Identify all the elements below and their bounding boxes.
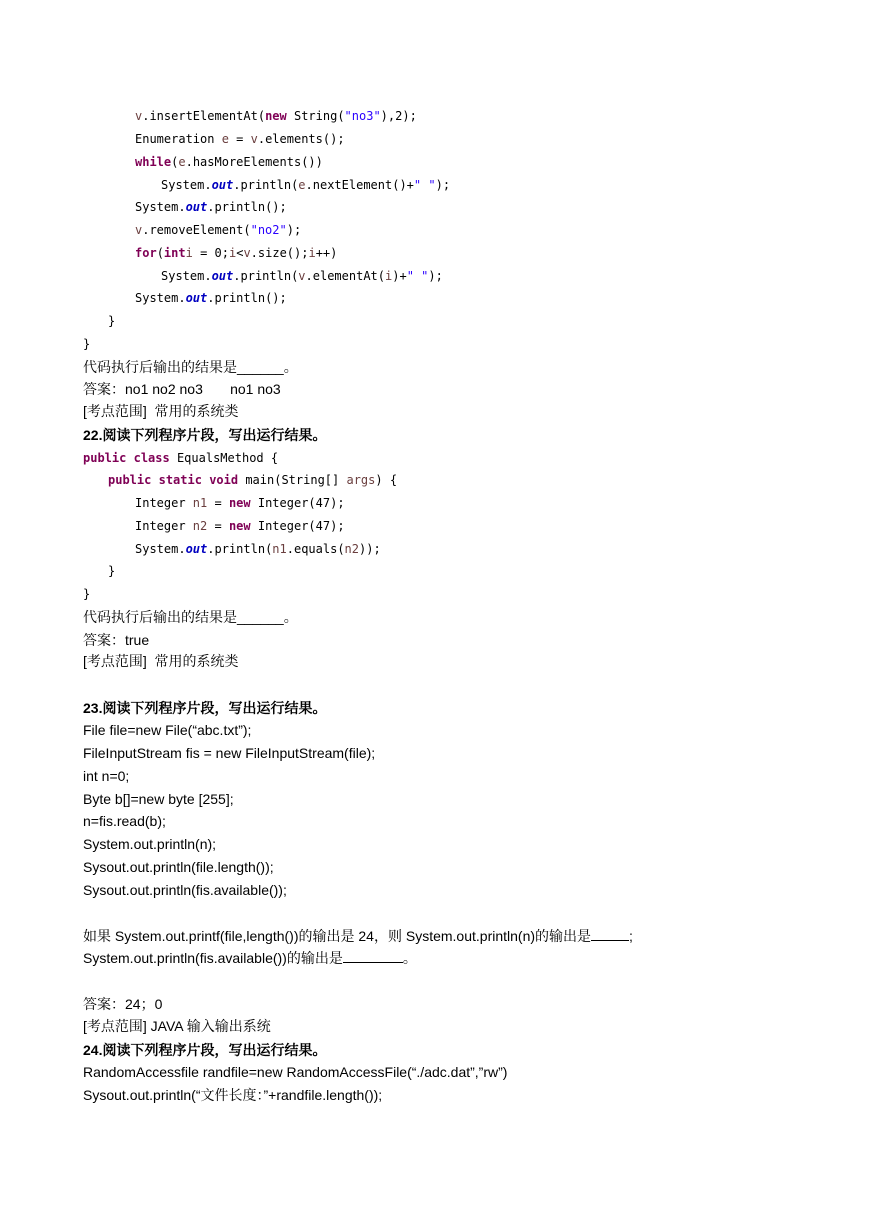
code-line: }: [83, 587, 91, 601]
question-text: 代码执行后输出的结果是______。: [83, 359, 298, 375]
code-line: System.out.println(n);: [83, 836, 217, 852]
scope-text: [考点范围] 常用的系统类: [83, 653, 239, 669]
code-line: }: [108, 314, 116, 328]
code-line: n=fis.read(b);: [83, 813, 166, 829]
code-line: File file=new File(“abc.txt”);: [83, 722, 252, 738]
question-text: 代码执行后输出的结果是______。: [83, 609, 298, 625]
code-line: System.out.println();: [135, 291, 287, 305]
code-line: System.out.println();: [135, 200, 287, 214]
code-line: System.out.println(v.elementAt(i)+" ");: [161, 269, 443, 283]
code-line: Byte b[]=new byte [255];: [83, 791, 234, 807]
code-line: v.insertElementAt(new String("no3"),2);: [135, 109, 417, 123]
code-line: System.out.println(e.nextElement()+" ");: [161, 178, 451, 192]
code-line: for(inti = 0;i<v.size();i++): [135, 246, 338, 260]
code-line: Enumeration e = v.elements();: [135, 132, 345, 146]
code-line: public static void main(String[] args) {: [108, 473, 398, 487]
code-line: }: [83, 337, 91, 351]
code-line: Integer n1 = new Integer(47);: [135, 496, 345, 510]
scope-text: [考点范围] 常用的系统类: [83, 403, 239, 419]
answer-blank: [343, 948, 403, 963]
code-line: v.removeElement("no2");: [135, 223, 302, 237]
scope-text: [考点范围] JAVA 输入输出系统: [83, 1018, 271, 1034]
question-title: 22.阅读下列程序片段，写出运行结果。: [83, 427, 327, 443]
code-line: Sysout.out.println(fis.available());: [83, 882, 287, 898]
code-line: }: [108, 564, 116, 578]
code-line: RandomAccessfile randfile=new RandomAccessFile(“./adc.dat”,”rw”): [83, 1064, 508, 1080]
question-text: System.out.println(fis.available())的输出是 。: [83, 950, 417, 966]
code-line: Sysout.out.println(file.length());: [83, 859, 274, 875]
code-line: System.out.println(n1.equals(n2));: [135, 542, 381, 556]
answer-blank: [591, 926, 629, 941]
question-text: 如果 System.out.printf(file,length())的输出是 24，则 System.out.println(n)的输出是 ;: [83, 928, 633, 944]
question-title: 23.阅读下列程序片段，写出运行结果。: [83, 700, 327, 716]
code-line: public class EqualsMethod {: [83, 451, 279, 465]
code-line: Integer n2 = new Integer(47);: [135, 519, 345, 533]
code-line: while(e.hasMoreElements()): [135, 155, 323, 169]
code-line: FileInputStream fis = new FileInputStream(file);: [83, 745, 376, 761]
code-line: Sysout.out.println(“文件长度：”+randfile.length());: [83, 1087, 383, 1103]
answer-text: 答案：true: [83, 632, 150, 648]
answer-text: 答案：24；0: [83, 996, 163, 1012]
answer-text: 答案：no1 no2 no3 no1 no3: [83, 381, 281, 397]
code-line: int n=0;: [83, 768, 130, 784]
question-title: 24.阅读下列程序片段，写出运行结果。: [83, 1042, 327, 1058]
